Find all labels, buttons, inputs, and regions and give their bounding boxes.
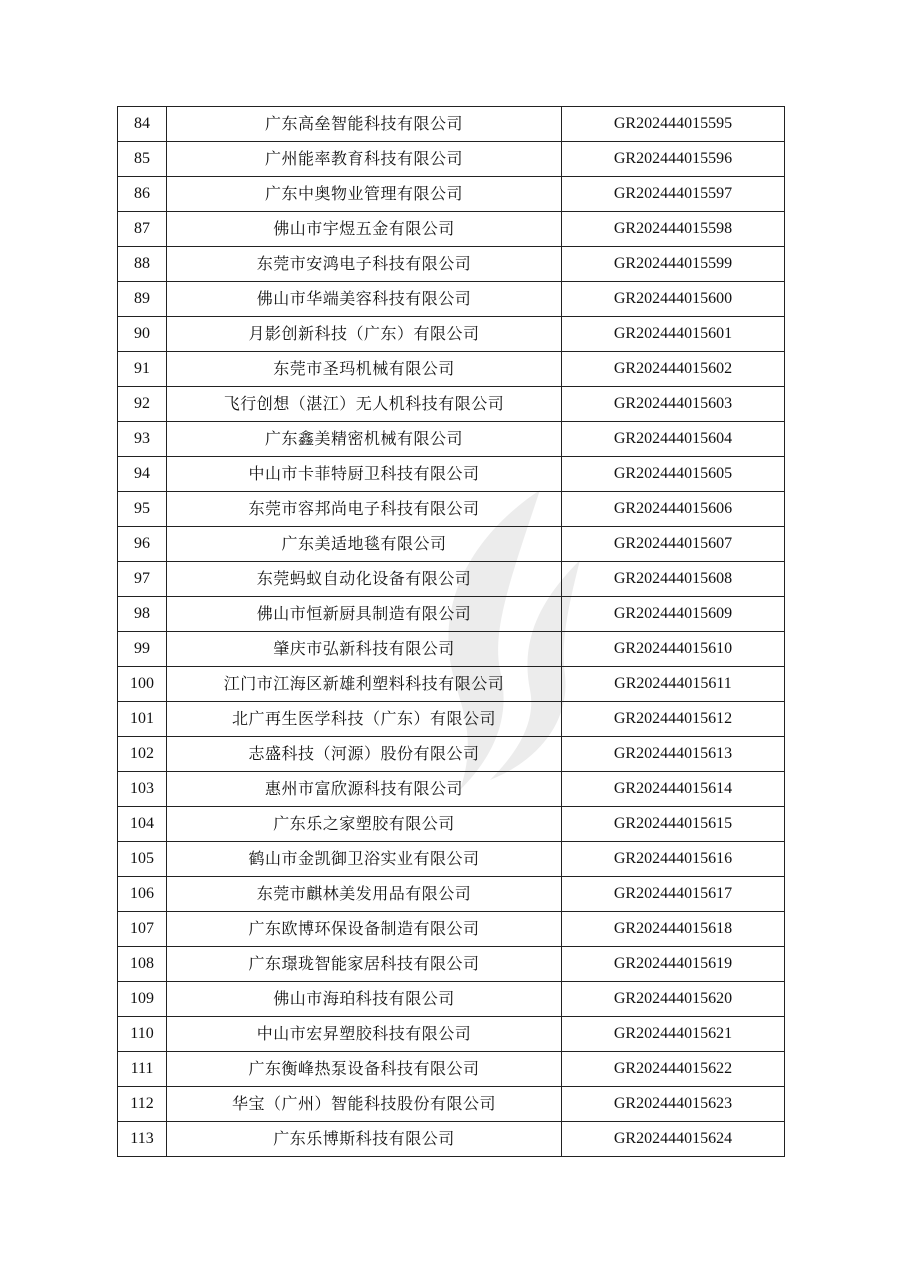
row-number: 85	[118, 142, 167, 177]
row-number: 108	[118, 947, 167, 982]
table-row	[118, 737, 785, 772]
certificate-number: GR202444015608	[562, 562, 785, 597]
row-number: 97	[118, 562, 167, 597]
table-row	[118, 212, 785, 247]
row-number: 105	[118, 842, 167, 877]
company-name: 佛山市海珀科技有限公司	[167, 982, 562, 1017]
company-name: 鹤山市金凯御卫浴实业有限公司	[167, 842, 562, 877]
table-row	[118, 282, 785, 317]
certificate-number: GR202444015603	[562, 387, 785, 422]
certificate-table	[117, 106, 785, 1157]
table-row	[118, 247, 785, 282]
table-row	[118, 632, 785, 667]
company-name: 广州能率教育科技有限公司	[167, 142, 562, 177]
certificate-number: GR202444015614	[562, 772, 785, 807]
company-name: 东莞市麒林美发用品有限公司	[167, 877, 562, 912]
certificate-number: GR202444015618	[562, 912, 785, 947]
table-row	[118, 947, 785, 982]
table-row	[118, 387, 785, 422]
company-name: 佛山市宇煜五金有限公司	[167, 212, 562, 247]
row-number: 110	[118, 1017, 167, 1052]
table-row	[118, 667, 785, 702]
company-name: 广东中奥物业管理有限公司	[167, 177, 562, 212]
row-number: 94	[118, 457, 167, 492]
certificate-number: GR202444015619	[562, 947, 785, 982]
certificate-number: GR202444015622	[562, 1052, 785, 1087]
row-number: 100	[118, 667, 167, 702]
row-number: 93	[118, 422, 167, 457]
company-name: 广东乐博斯科技有限公司	[167, 1122, 562, 1157]
row-number: 88	[118, 247, 167, 282]
company-name: 江门市江海区新雄利塑料科技有限公司	[167, 667, 562, 702]
table-row	[118, 527, 785, 562]
row-number: 87	[118, 212, 167, 247]
certificate-number: GR202444015610	[562, 632, 785, 667]
company-name: 中山市宏昇塑胶科技有限公司	[167, 1017, 562, 1052]
company-name: 广东欧博环保设备制造有限公司	[167, 912, 562, 947]
certificate-number: GR202444015623	[562, 1087, 785, 1122]
certificate-number: GR202444015612	[562, 702, 785, 737]
row-number: 109	[118, 982, 167, 1017]
row-number: 96	[118, 527, 167, 562]
row-number: 84	[118, 107, 167, 142]
certificate-number: GR202444015616	[562, 842, 785, 877]
company-name: 广东衡峰热泵设备科技有限公司	[167, 1052, 562, 1087]
company-name: 广东高垒智能科技有限公司	[167, 107, 562, 142]
table-row	[118, 317, 785, 352]
row-number: 113	[118, 1122, 167, 1157]
certificate-table-body	[118, 107, 785, 1157]
row-number: 103	[118, 772, 167, 807]
company-name: 东莞市圣玛机械有限公司	[167, 352, 562, 387]
table-row	[118, 352, 785, 387]
row-number: 102	[118, 737, 167, 772]
company-name: 广东鑫美精密机械有限公司	[167, 422, 562, 457]
certificate-number: GR202444015613	[562, 737, 785, 772]
row-number: 104	[118, 807, 167, 842]
row-number: 106	[118, 877, 167, 912]
certificate-number: GR202444015620	[562, 982, 785, 1017]
company-name: 广东璟珑智能家居科技有限公司	[167, 947, 562, 982]
certificate-number: GR202444015601	[562, 317, 785, 352]
certificate-number: GR202444015595	[562, 107, 785, 142]
company-name: 志盛科技（河源）股份有限公司	[167, 737, 562, 772]
table-row	[118, 597, 785, 632]
row-number: 99	[118, 632, 167, 667]
table-row	[118, 877, 785, 912]
row-number: 86	[118, 177, 167, 212]
certificate-number: GR202444015602	[562, 352, 785, 387]
certificate-number: GR202444015597	[562, 177, 785, 212]
certificate-number: GR202444015615	[562, 807, 785, 842]
table-row	[118, 142, 785, 177]
row-number: 90	[118, 317, 167, 352]
table-row	[118, 772, 785, 807]
table-row	[118, 1017, 785, 1052]
company-name: 肇庆市弘新科技有限公司	[167, 632, 562, 667]
row-number: 92	[118, 387, 167, 422]
row-number: 111	[118, 1052, 167, 1087]
certificate-number: GR202444015599	[562, 247, 785, 282]
row-number: 98	[118, 597, 167, 632]
certificate-number: GR202444015596	[562, 142, 785, 177]
certificate-number: GR202444015598	[562, 212, 785, 247]
table-row	[118, 1087, 785, 1122]
table-row	[118, 492, 785, 527]
certificate-number: GR202444015605	[562, 457, 785, 492]
certificate-number: GR202444015606	[562, 492, 785, 527]
table-row	[118, 1052, 785, 1087]
certificate-number: GR202444015600	[562, 282, 785, 317]
table-row	[118, 842, 785, 877]
company-name: 东莞蚂蚁自动化设备有限公司	[167, 562, 562, 597]
row-number: 91	[118, 352, 167, 387]
row-number: 101	[118, 702, 167, 737]
certificate-number: GR202444015604	[562, 422, 785, 457]
row-number: 107	[118, 912, 167, 947]
company-name: 佛山市华端美容科技有限公司	[167, 282, 562, 317]
company-name: 佛山市恒新厨具制造有限公司	[167, 597, 562, 632]
company-name: 广东美适地毯有限公司	[167, 527, 562, 562]
certificate-number: GR202444015621	[562, 1017, 785, 1052]
certificate-number: GR202444015617	[562, 877, 785, 912]
company-name: 北广再生医学科技（广东）有限公司	[167, 702, 562, 737]
company-name: 飞行创想（湛江）无人机科技有限公司	[167, 387, 562, 422]
company-name: 中山市卡菲特厨卫科技有限公司	[167, 457, 562, 492]
table-row	[118, 562, 785, 597]
table-row	[118, 807, 785, 842]
table-row	[118, 177, 785, 212]
company-name: 广东乐之家塑胶有限公司	[167, 807, 562, 842]
company-name: 华宝（广州）智能科技股份有限公司	[167, 1087, 562, 1122]
table-row	[118, 107, 785, 142]
table-row	[118, 422, 785, 457]
certificate-number: GR202444015607	[562, 527, 785, 562]
row-number: 112	[118, 1087, 167, 1122]
row-number: 95	[118, 492, 167, 527]
row-number: 89	[118, 282, 167, 317]
certificate-number: GR202444015611	[562, 667, 785, 702]
table-row	[118, 457, 785, 492]
table-row	[118, 702, 785, 737]
certificate-number: GR202444015624	[562, 1122, 785, 1157]
company-name: 惠州市富欣源科技有限公司	[167, 772, 562, 807]
table-row	[118, 912, 785, 947]
company-name: 月影创新科技（广东）有限公司	[167, 317, 562, 352]
table-row	[118, 1122, 785, 1157]
certificate-number: GR202444015609	[562, 597, 785, 632]
company-name: 东莞市容邦尚电子科技有限公司	[167, 492, 562, 527]
table-row	[118, 982, 785, 1017]
company-name: 东莞市安鸿电子科技有限公司	[167, 247, 562, 282]
